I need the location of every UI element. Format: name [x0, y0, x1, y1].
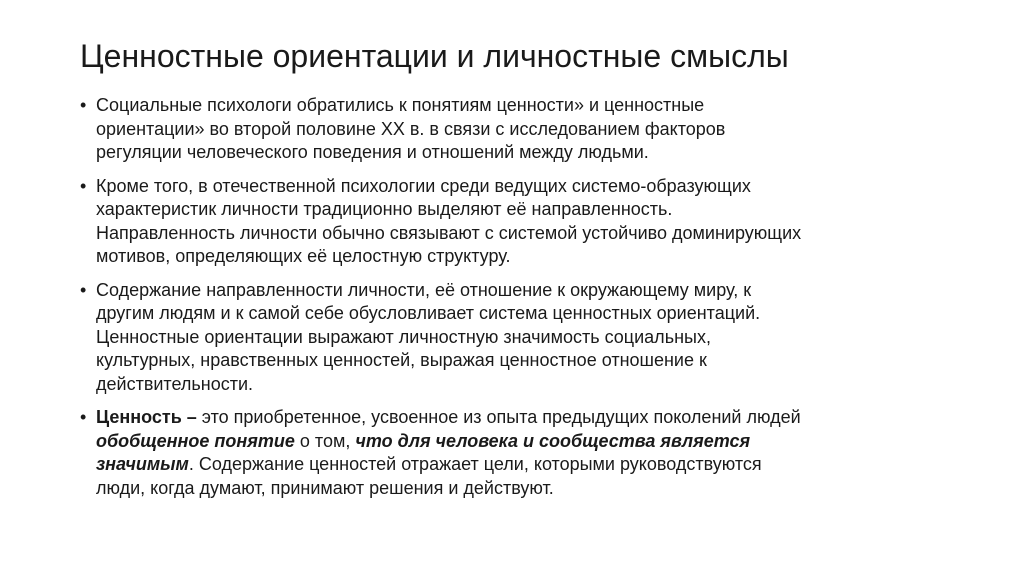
- bullet-item-2: [80, 175, 960, 269]
- bullet-dot-icon: •: [80, 175, 87, 196]
- bullet-4-line-4: люди, когда думают, принимают решения и действуют.: [96, 477, 554, 498]
- bullet-1-line-2: ориентации» во второй половине ХХ в. в связи с исследованием факторов: [96, 118, 726, 139]
- bullet-2-line-2: характеристик личности традиционно выделяют её направленность.: [96, 199, 673, 219]
- definition-term: Ценность –: [96, 407, 197, 427]
- bullet-4-line-1: [96, 406, 960, 430]
- bullet-3-line-2: другим людям и к самой себе обусловливает система ценностных ориентаций.: [96, 303, 761, 323]
- bullet-item-1: [80, 94, 960, 165]
- bullet-item-3: [80, 279, 960, 397]
- definition-text-2: о том,: [294, 430, 356, 451]
- bullet-dot-icon: •: [80, 95, 87, 115]
- bullet-dot-icon: •: [80, 279, 87, 300]
- bullet-3-line-4: культурных, нравственных ценностей, выражая ценностное отношение к: [96, 350, 707, 370]
- definition-text-3: . Содержание ценностей отражает цели, которыми руководствуются: [188, 454, 762, 474]
- bullet-3-line-5: действительности.: [96, 373, 254, 394]
- bullet-2-line-1: Кроме того, в отечественной психологии среди ведущих системо-образующих: [96, 175, 751, 196]
- bullet-1-line-3: регуляции человеческого поведения и отношений между людьми.: [96, 142, 649, 162]
- emphasis-generalized-concept: обобщенное понятие: [96, 430, 295, 451]
- bullet-2-line-4: мотивов, определяющих её целостную структуру.: [96, 246, 511, 266]
- bullet-dot-icon: •: [80, 407, 87, 427]
- bullet-list: [80, 94, 960, 510]
- bullet-4-line-3: [96, 453, 960, 477]
- bullet-4-line-2: [96, 430, 960, 454]
- emphasis-what-is-for-person: что для человека и сообщества является: [355, 430, 751, 451]
- bullet-1-line-1: Социальные психологи обратились к понятиям ценности» и ценностные: [96, 95, 705, 115]
- bullet-3-line-3: Ценностные ориентации выражают личностную значимость социальных,: [96, 326, 711, 347]
- bullet-item-4: [80, 406, 960, 500]
- definition-text-1: это приобретенное, усвоенное из опыта предыдущих поколений людей: [196, 407, 801, 427]
- emphasis-significant: значимым: [96, 454, 189, 474]
- slide-title: Ценностные ориентации и личностные смыслы: [80, 38, 789, 74]
- bullet-2-line-3: Направленность личности обычно связывают с системой устойчиво доминирующих: [96, 222, 802, 243]
- bullet-3-line-1: Содержание направленности личности, её отношение к окружающему миру, к: [96, 279, 752, 300]
